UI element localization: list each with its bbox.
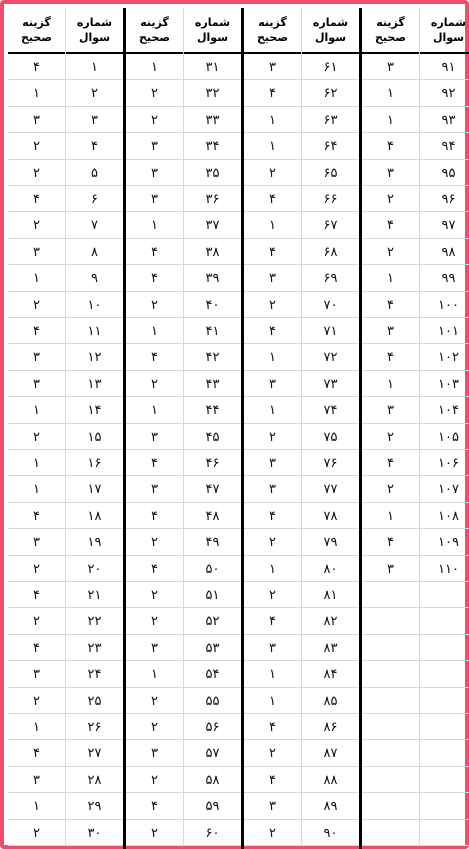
correct-option-cell: ۳ (33, 772, 40, 788)
question-number-cell: ۲۰ (87, 561, 102, 577)
correct-option-cell: ۴ (33, 191, 40, 207)
question-number-cell: ۲۳ (87, 640, 102, 656)
question-number-cell: ۴۹ (205, 534, 220, 550)
correct-option-cell: ۴ (387, 138, 394, 154)
question-number-cell: ۱۰۷ (438, 481, 459, 497)
correct-option-cell: ۱ (387, 376, 394, 392)
question-number-cell: ۲۵ (87, 693, 102, 709)
correct-option-cell: ۳ (269, 376, 276, 392)
correct-option-cell: ۴ (33, 640, 40, 656)
header-line: شماره (194, 16, 231, 29)
question-number-cell: ۱۰۴ (438, 402, 459, 418)
correct-option-cell: ۱ (387, 112, 394, 128)
correct-option-cell: ۱ (387, 85, 394, 101)
header-question-number (66, 8, 123, 52)
question-number-cell: ۸۰ (323, 561, 338, 577)
question-number-cell: ۵۵ (205, 693, 220, 709)
correct-option-cell: ۱ (269, 666, 276, 682)
question-number-cell: ۵۶ (205, 719, 220, 735)
correct-option-cell: ۴ (387, 349, 394, 365)
correct-option-cell: ۱ (269, 217, 276, 233)
question-number-cell: ۱۰۱ (438, 323, 459, 339)
correct-option-cell: ۲ (33, 825, 40, 841)
correct-option-cell: ۲ (269, 825, 276, 841)
correct-option-cell: ۱ (151, 323, 158, 339)
correct-option-cell: ۲ (269, 165, 276, 181)
correct-option-cell: ۴ (387, 217, 394, 233)
question-number-cell: ۸۷ (323, 745, 338, 761)
correct-option-cell: ۲ (151, 693, 158, 709)
correct-option-cell: ۴ (269, 772, 276, 788)
correct-option-cell: ۴ (387, 534, 394, 550)
question-number-cell: ۱۰۳ (438, 376, 459, 392)
correct-option-cell: ۱ (269, 112, 276, 128)
question-number-cell: ۱۷ (87, 481, 102, 497)
question-number-cell: ۵۴ (205, 666, 220, 682)
question-number-cell: ۱۶ (87, 455, 102, 471)
correct-option-cell: ۲ (387, 481, 394, 497)
question-number-cell: ۳۸ (205, 244, 220, 260)
correct-option-cell: ۳ (269, 798, 276, 814)
correct-option-cell: ۲ (269, 745, 276, 761)
question-number-cell: ۸۸ (323, 772, 338, 788)
correct-option-cell: ۲ (33, 429, 40, 445)
header-line: گزینه (22, 16, 51, 29)
question-number-cell: ۱۴ (87, 402, 102, 418)
correct-option-cell: ۲ (269, 429, 276, 445)
question-number-cell: ۹۵ (441, 165, 456, 181)
question-number-cell: ۱۸ (87, 508, 102, 524)
correct-option-cell: ۱ (151, 217, 158, 233)
question-number-cell: ۷۹ (323, 534, 338, 550)
header-line: شماره (76, 16, 113, 29)
correct-option-cell: ۱ (33, 719, 40, 735)
question-number-cell: ۶۹ (323, 270, 338, 286)
question-number-cell: ۷۱ (323, 323, 338, 339)
header-line: صحیح (21, 31, 52, 44)
correct-option-cell: ۳ (269, 640, 276, 656)
row-divider (362, 713, 469, 714)
question-number-cell: ۹۰ (323, 825, 338, 841)
question-number-cell: ۶۲ (323, 85, 338, 101)
question-number-cell: ۶ (91, 191, 98, 207)
correct-option-cell: ۳ (387, 165, 394, 181)
correct-option-cell: ۳ (33, 349, 40, 365)
correct-option-cell: ۳ (269, 481, 276, 497)
correct-option-cell: ۲ (151, 613, 158, 629)
correct-option-cell: ۴ (151, 270, 158, 286)
correct-option-cell: ۲ (33, 693, 40, 709)
question-number-cell: ۳ (91, 112, 98, 128)
correct-option-cell: ۴ (269, 613, 276, 629)
header-line: گزینه (140, 16, 169, 29)
correct-option-cell: ۴ (387, 455, 394, 471)
question-number-cell: ۴۲ (205, 349, 220, 365)
question-number-cell: ۱۱ (87, 323, 102, 339)
question-number-cell: ۸۵ (323, 693, 338, 709)
question-number-cell: ۱۰۶ (438, 455, 459, 471)
question-number-cell: ۸ (91, 244, 98, 260)
question-number-cell: ۱۰۰ (438, 297, 459, 313)
question-number-cell: ۷۶ (323, 455, 338, 471)
question-number-cell: ۱۹ (87, 534, 102, 550)
question-number-cell: ۳۰ (87, 825, 102, 841)
question-number-cell: ۵۰ (205, 561, 220, 577)
header-line: گزینه (376, 16, 405, 29)
correct-option-cell: ۳ (33, 376, 40, 392)
question-number-cell: ۲۲ (87, 613, 102, 629)
row-divider (362, 739, 469, 740)
question-number-cell: ۴ (91, 138, 98, 154)
header-correct-option (362, 8, 419, 52)
row-divider (362, 634, 469, 635)
correct-option-cell: ۴ (151, 244, 158, 260)
correct-option-cell: ۲ (151, 587, 158, 603)
header-line: شماره (312, 16, 349, 29)
question-number-cell: ۳۶ (205, 191, 220, 207)
correct-option-cell: ۱ (387, 270, 394, 286)
question-number-cell: ۴۴ (205, 402, 220, 418)
question-number-cell: ۶۷ (323, 217, 338, 233)
question-number-cell: ۷۷ (323, 481, 338, 497)
correct-option-cell: ۳ (387, 561, 394, 577)
row-divider (362, 607, 469, 608)
correct-option-cell: ۱ (269, 402, 276, 418)
row-divider (362, 766, 469, 767)
correct-option-cell: ۳ (151, 429, 158, 445)
header-correct-option (126, 8, 183, 52)
correct-option-cell: ۱ (387, 508, 394, 524)
question-number-cell: ۹۸ (441, 244, 456, 260)
correct-option-cell: ۳ (151, 191, 158, 207)
question-number-cell: ۴۱ (205, 323, 220, 339)
correct-option-cell: ۲ (151, 534, 158, 550)
correct-option-cell: ۳ (269, 455, 276, 471)
correct-option-cell: ۳ (151, 481, 158, 497)
question-number-cell: ۹۱ (441, 59, 456, 75)
correct-option-cell: ۴ (33, 745, 40, 761)
question-number-cell: ۸۲ (323, 613, 338, 629)
header-line: صحیح (375, 31, 406, 44)
question-number-cell: ۱۰۹ (438, 534, 459, 550)
correct-option-cell: ۲ (33, 297, 40, 313)
correct-option-cell: ۱ (151, 59, 158, 75)
correct-option-cell: ۳ (151, 745, 158, 761)
correct-option-cell: ۱ (269, 561, 276, 577)
question-number-cell: ۲ (91, 85, 98, 101)
correct-option-cell: ۲ (151, 297, 158, 313)
correct-option-cell: ۱ (33, 455, 40, 471)
correct-option-cell: ۴ (151, 455, 158, 471)
question-number-cell: ۱۲ (87, 349, 102, 365)
correct-option-cell: ۴ (269, 508, 276, 524)
question-number-cell: ۹۹ (441, 270, 456, 286)
correct-option-cell: ۴ (269, 719, 276, 735)
answer-grid (8, 8, 469, 849)
question-number-cell: ۱۰۵ (438, 429, 459, 445)
correct-option-cell: ۴ (269, 323, 276, 339)
question-number-cell: ۱۰ (87, 297, 102, 313)
header-line: سوال (314, 31, 347, 44)
correct-option-cell: ۱ (33, 481, 40, 497)
question-number-cell: ۹۳ (441, 112, 456, 128)
correct-option-cell: ۱ (269, 693, 276, 709)
question-number-cell: ۷۰ (323, 297, 338, 313)
row-divider (362, 845, 469, 846)
question-number-cell: ۶۵ (323, 165, 338, 181)
question-number-cell: ۹۴ (441, 138, 456, 154)
question-number-cell: ۳۹ (205, 270, 220, 286)
question-number-cell: ۳۷ (205, 217, 220, 233)
question-number-cell: ۷۸ (323, 508, 338, 524)
correct-option-cell: ۴ (269, 191, 276, 207)
question-number-cell: ۱۰۸ (438, 508, 459, 524)
question-number-cell: ۱۱۰ (438, 561, 459, 577)
question-number-cell: ۳۴ (205, 138, 220, 154)
question-number-cell: ۸۶ (323, 719, 338, 735)
question-number-cell: ۹۶ (441, 191, 456, 207)
header-correct-option (8, 8, 65, 52)
correct-option-cell: ۱ (269, 138, 276, 154)
correct-option-cell: ۴ (151, 349, 158, 365)
correct-option-cell: ۳ (269, 270, 276, 286)
question-number-cell: ۳۲ (205, 85, 220, 101)
question-number-cell: ۴۸ (205, 508, 220, 524)
question-number-cell: ۶۶ (323, 191, 338, 207)
correct-option-cell: ۱ (151, 666, 158, 682)
correct-option-cell: ۲ (151, 85, 158, 101)
question-number-cell: ۷۳ (323, 376, 338, 392)
question-number-cell: ۷۲ (323, 349, 338, 365)
correct-option-cell: ۴ (33, 323, 40, 339)
question-number-cell: ۹۲ (441, 85, 456, 101)
question-number-cell: ۵۸ (205, 772, 220, 788)
header-line: سوال (196, 31, 229, 44)
question-number-cell: ۲۴ (87, 666, 102, 682)
correct-option-cell: ۲ (387, 429, 394, 445)
header-line: سوال (432, 31, 465, 44)
question-number-cell: ۹ (91, 270, 98, 286)
question-number-cell: ۶۱ (323, 59, 338, 75)
question-number-cell: ۸۹ (323, 798, 338, 814)
question-number-cell: ۸۴ (323, 666, 338, 682)
question-number-cell: ۲۱ (87, 587, 102, 603)
question-number-cell: ۵۱ (205, 587, 220, 603)
question-number-cell: ۵۳ (205, 640, 220, 656)
correct-option-cell: ۳ (387, 59, 394, 75)
header-question-number (420, 8, 469, 52)
header-line: صحیح (257, 31, 288, 44)
correct-option-cell: ۱ (269, 349, 276, 365)
row-divider (362, 660, 469, 661)
correct-option-cell: ۴ (151, 561, 158, 577)
question-number-cell: ۱ (91, 59, 98, 75)
question-number-cell: ۵۲ (205, 613, 220, 629)
correct-option-cell: ۱ (33, 85, 40, 101)
question-number-cell: ۳۵ (205, 165, 220, 181)
correct-option-cell: ۳ (151, 640, 158, 656)
correct-option-cell: ۴ (151, 508, 158, 524)
question-number-cell: ۴۳ (205, 376, 220, 392)
correct-option-cell: ۲ (269, 297, 276, 313)
correct-option-cell: ۳ (269, 59, 276, 75)
question-number-cell: ۲۶ (87, 719, 102, 735)
question-number-cell: ۵۹ (205, 798, 220, 814)
correct-option-cell: ۱ (33, 270, 40, 286)
question-number-cell: ۲۷ (87, 745, 102, 761)
correct-option-cell: ۴ (33, 59, 40, 75)
header-correct-option (244, 8, 301, 52)
header-question-number (184, 8, 241, 52)
question-number-cell: ۵ (91, 165, 98, 181)
question-number-cell: ۶۰ (205, 825, 220, 841)
correct-option-cell: ۲ (33, 138, 40, 154)
correct-option-cell: ۲ (33, 561, 40, 577)
header-line: سوال (78, 31, 111, 44)
question-number-cell: ۳۳ (205, 112, 220, 128)
correct-option-cell: ۲ (151, 719, 158, 735)
question-number-cell: ۴۷ (205, 481, 220, 497)
question-number-cell: ۸۱ (323, 587, 338, 603)
question-number-cell: ۱۳ (87, 376, 102, 392)
correct-option-cell: ۲ (151, 772, 158, 788)
correct-option-cell: ۴ (387, 297, 394, 313)
question-number-cell: ۴۵ (205, 429, 220, 445)
question-number-cell: ۶۸ (323, 244, 338, 260)
question-number-cell: ۴۶ (205, 455, 220, 471)
question-number-cell: ۷۴ (323, 402, 338, 418)
question-number-cell: ۳۱ (205, 59, 220, 75)
question-number-cell: ۶۴ (323, 138, 338, 154)
correct-option-cell: ۳ (33, 666, 40, 682)
correct-option-cell: ۴ (269, 85, 276, 101)
correct-option-cell: ۴ (269, 244, 276, 260)
row-divider (362, 687, 469, 688)
row-divider (362, 792, 469, 793)
correct-option-cell: ۲ (33, 217, 40, 233)
question-number-cell: ۹۷ (441, 217, 456, 233)
correct-option-cell: ۲ (33, 165, 40, 181)
header-line: صحیح (139, 31, 170, 44)
correct-option-cell: ۱ (33, 798, 40, 814)
correct-option-cell: ۱ (33, 402, 40, 418)
question-number-cell: ۷۵ (323, 429, 338, 445)
correct-option-cell: ۳ (33, 534, 40, 550)
correct-option-cell: ۳ (33, 112, 40, 128)
correct-option-cell: ۲ (151, 825, 158, 841)
row-divider (362, 819, 469, 820)
correct-option-cell: ۳ (151, 165, 158, 181)
correct-option-cell: ۲ (269, 534, 276, 550)
correct-option-cell: ۳ (387, 323, 394, 339)
correct-option-cell: ۲ (387, 191, 394, 207)
correct-option-cell: ۳ (33, 244, 40, 260)
correct-option-cell: ۲ (151, 112, 158, 128)
question-number-cell: ۷ (91, 217, 98, 233)
correct-option-cell: ۳ (387, 402, 394, 418)
question-number-cell: ۸۳ (323, 640, 338, 656)
question-number-cell: ۲۹ (87, 798, 102, 814)
correct-option-cell: ۲ (33, 613, 40, 629)
question-number-cell: ۱۵ (87, 429, 102, 445)
question-number-cell: ۵۷ (205, 745, 220, 761)
correct-option-cell: ۲ (387, 244, 394, 260)
correct-option-cell: ۴ (33, 508, 40, 524)
header-line: شماره (430, 16, 467, 29)
question-number-cell: ۴۰ (205, 297, 220, 313)
header-question-number (302, 8, 359, 52)
header-line: گزینه (258, 16, 287, 29)
correct-option-cell: ۴ (151, 798, 158, 814)
correct-option-cell: ۲ (269, 587, 276, 603)
question-number-cell: ۱۰۲ (438, 349, 459, 365)
question-number-cell: ۲۸ (87, 772, 102, 788)
question-number-cell: ۶۳ (323, 112, 338, 128)
correct-option-cell: ۳ (151, 138, 158, 154)
correct-option-cell: ۱ (151, 402, 158, 418)
correct-option-cell: ۴ (33, 587, 40, 603)
correct-option-cell: ۲ (151, 376, 158, 392)
